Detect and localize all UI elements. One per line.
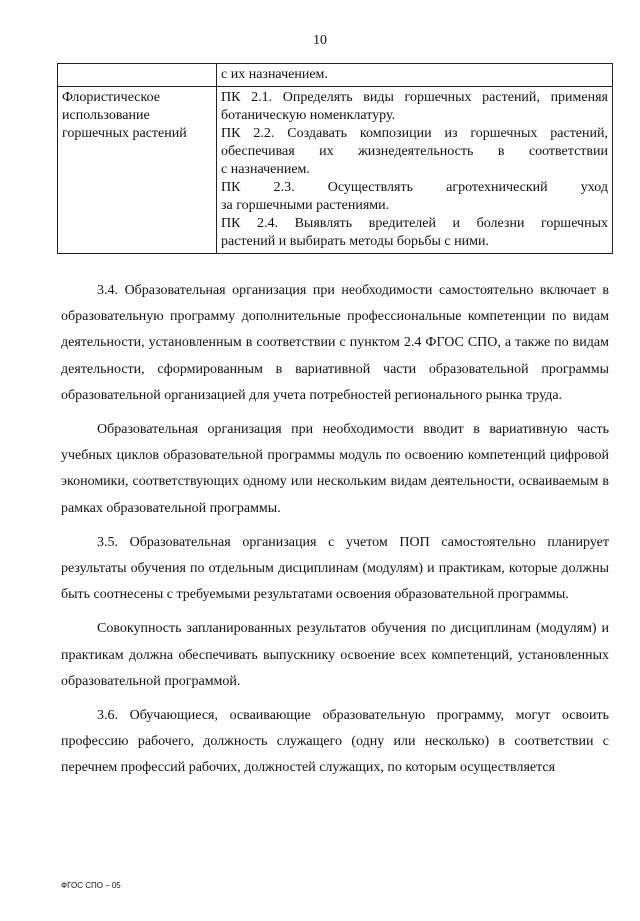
- page-number: 10: [313, 33, 327, 48]
- competencies-table: [57, 63, 613, 254]
- competency-line: ПК 2.2. Создавать композиции из горшечных растений,: [221, 126, 608, 141]
- activity-cell: Флористическое использование горшечных растений: [58, 87, 217, 254]
- competency-cell: [217, 64, 613, 87]
- activity-cell: [58, 64, 217, 87]
- paragraph: 3.6. Обучающиеся, осваивающие образовательную программу, могут освоить профессию рабочего, должность служащего (одну или несколько) в соответствии с перечнем профессий рабочих, должностей служащих, по которым осуществляется: [61, 708, 609, 776]
- competency-line: ПК 2.1. Определять виды горшечных растений, применяя: [221, 90, 608, 105]
- competency-text: с их назначением.: [221, 67, 328, 82]
- competency-line: за горшечными растениями.: [221, 198, 390, 213]
- paragraph: 3.4. Образовательная организация при необходимости самостоятельно включает в образовательную программу дополнительные профессиональные компетенции по видам деятельности, установленным в соответствии с пунктом 2.4 ФГОС СПО, а также по видам деятельности, сформированным в вариативной части образовательной программы образовательной организацией для учета потребностей регионального рынка труда.: [61, 283, 609, 403]
- footer-label: ФГОС СПО – 05: [61, 881, 121, 890]
- paragraph: 3.5. Образовательная организация с учетом ПОП самостоятельно планирует результаты обучения по отдельным дисциплинам (модулям) и практикам, которые должны быть соотнесены с требуемыми результатами освоения образовательной программы.: [61, 534, 609, 603]
- paragraph: Образовательная организация при необходимости вводит в вариативную часть учебных циклов образовательной программы модуль по освоению компетенций цифровой экономики, соответствующих одному или нескольким видам деятельности, осваиваемым в рамках образовательной программы.: [61, 422, 609, 516]
- table-row: [58, 64, 613, 87]
- paragraph: Совокупность запланированных результатов обучения по дисциплинам (модулям) и практикам должна обеспечивать выпускнику освоение всех компетенций, установленных образовательной программой.: [61, 621, 609, 689]
- competency-line: ПК 2.4. Выявлять вредителей и болезни горшечных: [221, 216, 608, 231]
- table-row: [58, 87, 613, 254]
- competency-line: ботаническую номенклатуру.: [221, 108, 396, 123]
- document-body: [61, 278, 609, 790]
- competency-line: ПК 2.3. Осуществлять агротехнический уход: [221, 180, 608, 195]
- competency-line: растений и выбирать методы борьбы с ними.: [221, 234, 489, 249]
- competency-line: обеспечивая их жизнедеятельность в соответствии: [221, 144, 608, 159]
- competency-cell: [217, 87, 613, 254]
- competency-line: с назначением.: [221, 162, 310, 177]
